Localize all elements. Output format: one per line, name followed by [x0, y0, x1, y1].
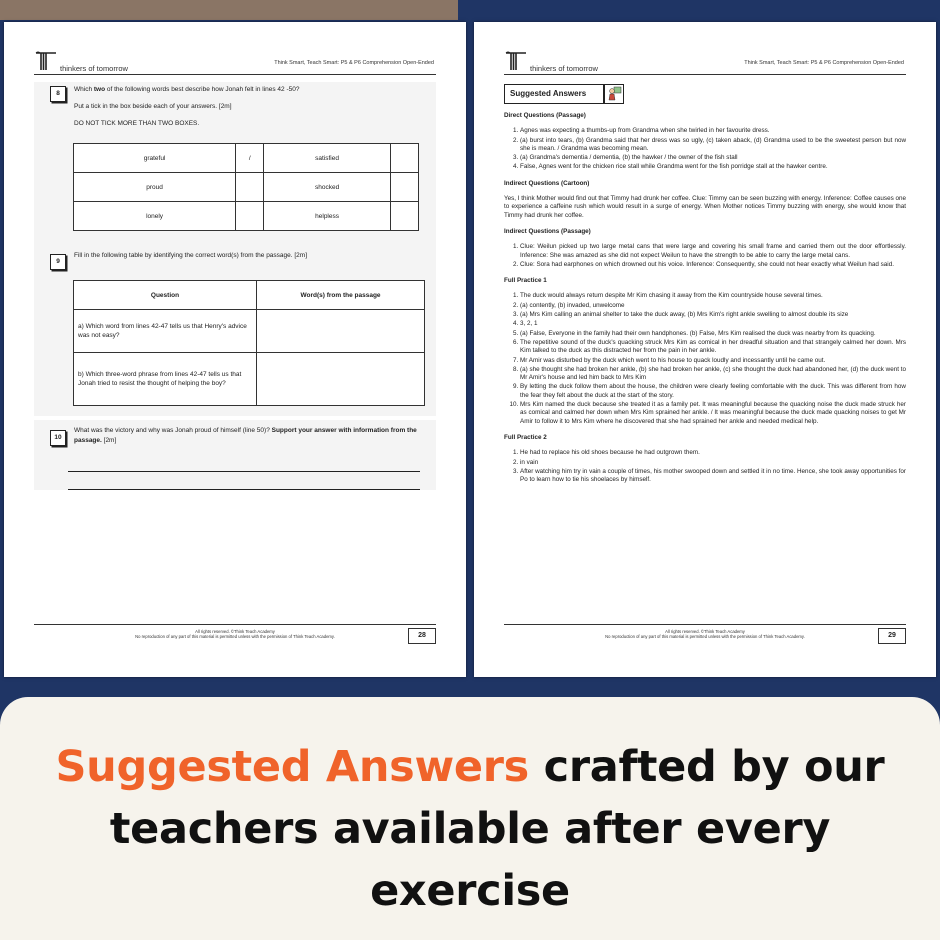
table-row: [74, 310, 425, 353]
answer-list: [504, 127, 906, 171]
section-heading: Direct Questions (Passage): [504, 112, 586, 119]
suggested-answers-heading-box: [504, 84, 604, 104]
section-heading: Full Practice 2: [504, 433, 547, 441]
answer-list: [504, 243, 906, 269]
header-title: Think Smart, Teach Smart: P5 & P6 Comprehension Open-Ended: [274, 60, 434, 66]
question-number-8: 8: [50, 86, 66, 102]
answer-line[interactable]: [68, 489, 420, 490]
word-cell: lonely: [74, 202, 236, 231]
question-8-line3: DO NOT TICK MORE THAN TWO BOXES.: [74, 120, 200, 127]
promo-headline: [40, 736, 900, 922]
word-cell: proud: [74, 173, 236, 202]
question-8-line2: Put a tick in the box beside each of your answers. [2m]: [74, 103, 232, 110]
footer-copyright: All rights reserved. ©Think Teach Academy: [665, 629, 745, 634]
answer-table: [73, 280, 425, 406]
list-item: 3. After watching him try in vain a couple of times, his mother swooped down and settled it in no time. Hence, she took away opportunities for Po to learn how to tie his shoelaces by himself.: [520, 468, 906, 485]
list-item: 1. Agnes was expecting a thumbs-up from Grandma when she twirled in her favourite dress.: [520, 127, 906, 135]
header-title: Think Smart, Teach Smart: P5 & P6 Comprehension Open-Ended: [744, 60, 904, 66]
list-item: 3. (a) Grandma's dementia / dementia, (b) the hawker / the owner of the fish stall: [520, 154, 906, 162]
question-number-9: 9: [50, 254, 66, 270]
list-item: 1. The duck would always return despite Mr Kim chasing it away from the Kim countryside house several times.: [520, 292, 906, 300]
answers-page-right: [474, 22, 936, 677]
logo-text: thinkers of tomorrow: [530, 64, 598, 73]
word-cell: shocked: [264, 173, 390, 202]
table-row: [74, 173, 419, 202]
answer-line[interactable]: [68, 471, 420, 472]
section-heading: Indirect Questions (Cartoon): [504, 179, 590, 187]
question-8-line1: Which two of the following words best describe how Jonah felt in lines 42 -50?: [74, 86, 300, 93]
list-item: 7. Mr Amir was disturbed by the duck which went to his house to quack loudly and incessantly until he came out.: [520, 357, 906, 365]
tick-box[interactable]: [390, 173, 418, 202]
section-heading: Full Practice 1: [504, 277, 547, 285]
list-item: 10. Mrs Kim named the duck because she treated it as a family pet. It was meaningful because the quacking noise the duck made struck her as comical and calmed her down when Mrs Kim sprained her ankle. / It was meaningful because the duck made quacking noises to get Mr Amir to follow it to Mrs Kim where he discovered that she had sprained her ankle and needed medical help.: [520, 401, 906, 426]
page-header: [504, 50, 906, 75]
footer-notice: No reproduction of any part of this material is permitted unless with the permission of Think Teach Academy.: [605, 634, 805, 639]
answer-cell-b[interactable]: [257, 353, 425, 406]
word-cell: helpless: [264, 202, 390, 231]
tick-box[interactable]: [390, 202, 418, 231]
t-logo-icon: [504, 50, 528, 72]
answer-cell-a[interactable]: [257, 310, 425, 353]
column-header-words: Word(s) from the passage: [257, 281, 425, 310]
promo-text: crafted by our teachers available after every exercise: [109, 742, 885, 916]
suggested-answers-title: Suggested Answers: [510, 89, 587, 98]
tick-box[interactable]: [236, 202, 264, 231]
background-strip: [0, 0, 458, 20]
answers-content: [504, 112, 906, 492]
list-item: 2. (a) burst into tears, (b) Grandma said that her dress was so ugly, (c) taken aback, (d) Grandma used to be the sweetest person but now she is mean. / Grandma was becoming mean.: [520, 137, 906, 154]
table-row: [74, 144, 419, 173]
page-footer: [34, 624, 436, 639]
question-10-text: What was the victory and why was Jonah proud of himself (line 50)? Support your answer with information from the passage. [2m]: [74, 427, 417, 444]
list-item: 2. in vain: [520, 459, 906, 467]
t-logo-icon: [34, 50, 58, 72]
list-item: 1. Clue: Weilun picked up two large metal cans that were large and covering his small frame and carried them out the door effortlessly. Inference: She was amazed as she did not expect Weilun to have the strength to be able to carry the large metal cans.: [520, 243, 906, 260]
question-cell-b: b) Which three-word phrase from lines 42-47 tells us that Jonah tried to resist the thought of helping the boy?: [74, 353, 257, 406]
question-9-text: Fill in the following table by identifying the correct word(s) from the passage. [2m]: [74, 252, 308, 259]
tick-box[interactable]: /: [236, 144, 264, 173]
answer-list: [504, 449, 906, 484]
list-item: 2. (a) contently, (b) invaded, unwelcome: [520, 302, 906, 310]
answer-paragraph: Yes, I think Mother would find out that Timmy had drunk her coffee. Clue: Timmy can be seen buzzing with energy. Inference: Coffee causes one to experience a caffeine rush which would result in a surge of energy. When Mother notices Timmy buzzing with energy, she would know that Timmy had drunk her coffee.: [504, 195, 906, 219]
list-item: 4. False, Agnes went for the chicken rice stall while Grandma went for the fish porridge stall at the hawker centre.: [520, 163, 906, 171]
list-item: 4. 3, 2, 1: [520, 320, 906, 328]
page-number: 29: [878, 628, 906, 644]
list-item: 3. (a) Mrs Kim calling an animal shelter to take the duck away, (b) Mrs Kim's right ankle swelling to almost double its size: [520, 311, 906, 319]
question-cell-a: a) Which word from lines 42-47 tells us that Henry's advice was not easy?: [74, 310, 257, 353]
word-cell: satisfied: [264, 144, 390, 173]
page-footer: [504, 624, 906, 639]
page-number: 28: [408, 628, 436, 644]
tick-box[interactable]: [390, 144, 418, 173]
table-row: [74, 202, 419, 231]
list-item: 9. By letting the duck follow them about the house, the children were clearly feeling comfortable with the duck. This was different from how the fear they felt about the duck at the start of the story.: [520, 383, 906, 400]
list-item: 1. He had to replace his old shoes because he had outgrown them.: [520, 449, 906, 457]
teacher-clipart-icon: [604, 84, 624, 104]
footer-notice: No reproduction of any part of this material is permitted unless with the permission of Think Teach Academy.: [135, 634, 335, 639]
answer-list: [504, 292, 906, 425]
list-item: 8. (a) she thought she had broken her ankle, (b) she had broken her ankle, (c) she thought the duck had abandoned her, (d) the duck went to Mr Amir's house and led him back to Mrs Kim: [520, 366, 906, 383]
word-cell: grateful: [74, 144, 236, 173]
page-header: [34, 50, 436, 75]
footer-copyright: All rights reserved. ©Think Teach Academy: [195, 629, 275, 634]
question-number-10: 10: [50, 430, 66, 446]
section-heading: Indirect Questions (Passage): [504, 227, 591, 235]
list-item: 5. (a) False, Everyone in the family had their own handphones. (b) False, Mrs Kim realised the duck was nearby from its quacking.: [520, 330, 906, 338]
word-choice-table: [73, 143, 419, 231]
tick-box[interactable]: [236, 173, 264, 202]
list-item: 2. Clue: Sora had earphones on which drowned out his voice. Inference: Consequently, she could not hear exactly what Weilun had said.: [520, 261, 906, 269]
worksheet-page-left: [4, 22, 466, 677]
column-header-question: Question: [74, 281, 257, 310]
list-item: 6. The repetitive sound of the duck's quacking struck Mrs Kim as comical in her dreadful situation and that strangely calmed her down. Mrs Kim talked to the duck as this distracted her from the pain in her ankle.: [520, 339, 906, 356]
table-header-row: [74, 281, 425, 310]
promo-highlight: Suggested Answers: [55, 742, 529, 792]
table-row: [74, 353, 425, 406]
logo-text: thinkers of tomorrow: [60, 64, 128, 73]
